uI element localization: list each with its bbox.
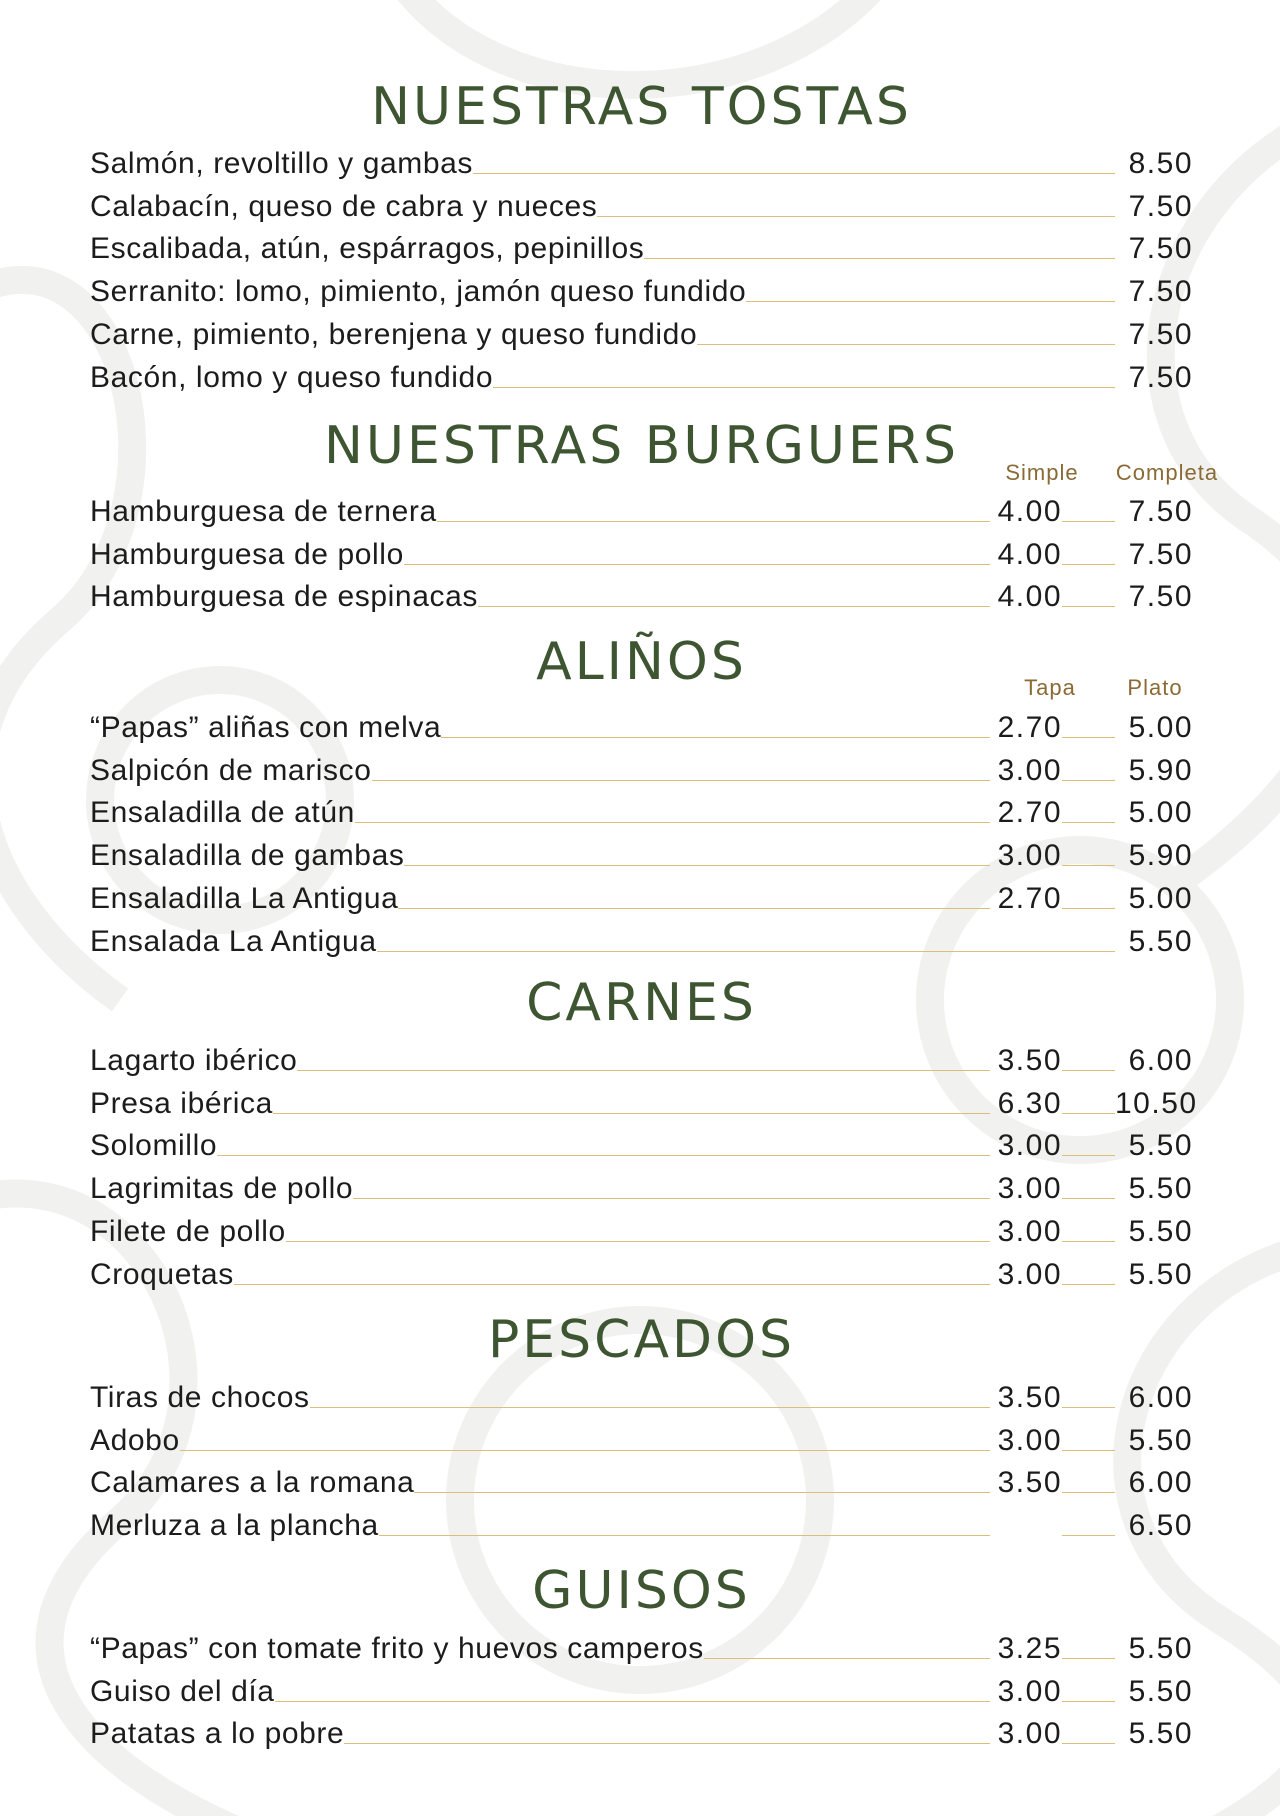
menu-item (90, 1206, 1193, 1249)
item-name: Lagrimitas de pollo (90, 1172, 354, 1206)
item-list (90, 1035, 1198, 1292)
item-name: Adobo (90, 1423, 180, 1457)
item-name: “Papas” aliñas con melva (90, 710, 442, 744)
item-price-large: 6.50 (1128, 1509, 1193, 1543)
item-price-small: 3.00 (997, 1214, 1062, 1248)
item-list (90, 138, 1193, 395)
item-price-small: 3.00 (997, 1172, 1062, 1206)
menu-item (90, 1249, 1193, 1292)
item-price-large: 5.50 (1128, 1257, 1193, 1291)
item-name: Croquetas (90, 1257, 234, 1291)
menu-item (90, 1035, 1193, 1078)
item-price-small: 3.00 (997, 1423, 1062, 1457)
leader-line (414, 1492, 990, 1493)
leader-line (217, 1155, 990, 1156)
leader-line (1062, 1241, 1115, 1242)
leader-line (1062, 1658, 1115, 1659)
leader-line (441, 737, 990, 738)
leader-line (644, 258, 1115, 259)
item-list (90, 702, 1193, 959)
leader-line (493, 387, 1115, 388)
item-list (90, 486, 1193, 614)
menu-item (90, 309, 1193, 352)
item-name: Serranito: lomo, pimiento, jamón queso fundido (90, 275, 747, 309)
leader-line (404, 865, 990, 866)
leader-line (180, 1450, 990, 1451)
menu-item (90, 1163, 1193, 1206)
menu-item (90, 1458, 1193, 1501)
menu-item (90, 138, 1193, 181)
item-name: Salpicón de marisco (90, 753, 372, 787)
leader-line (234, 1284, 990, 1285)
leader-line (1062, 822, 1115, 823)
leader-line (355, 822, 990, 823)
item-price: 7.50 (1128, 275, 1193, 309)
menu-item (90, 266, 1193, 309)
section-title: NUESTRAS BURGUERS (324, 416, 959, 476)
item-name: Hamburguesa de espinacas (90, 580, 478, 614)
item-price-small: 4.00 (997, 580, 1062, 614)
menu-item (90, 224, 1193, 267)
menu-item (90, 830, 1193, 873)
item-price-large: 5.50 (1128, 1214, 1193, 1248)
item-price-large: 7.50 (1128, 537, 1193, 571)
item-price-small: 6.30 (997, 1086, 1062, 1120)
leader-line (697, 344, 1115, 345)
leader-line (377, 951, 1115, 952)
leader-line (1062, 1492, 1115, 1493)
leader-line (1062, 1155, 1115, 1156)
section-title: NUESTRAS TOSTAS (371, 77, 912, 137)
item-price-large: 5.50 (1128, 1423, 1193, 1457)
leader-line (1062, 1198, 1115, 1199)
item-price-large: 5.00 (1128, 881, 1193, 915)
leader-line (1062, 1284, 1115, 1285)
leader-line (1062, 1113, 1115, 1114)
menu-item (90, 916, 1193, 959)
item-name: Carne, pimiento, berenjena y queso fundido (90, 317, 698, 351)
item-list (90, 1372, 1193, 1543)
item-price-large: 5.50 (1128, 1631, 1193, 1665)
leader-line (372, 780, 990, 781)
leader-line (1062, 564, 1115, 565)
item-price-small: 3.50 (997, 1043, 1062, 1077)
item-price-large: 5.00 (1128, 796, 1193, 830)
leader-line (1062, 737, 1115, 738)
item-price-small: 4.00 (997, 494, 1062, 528)
item-price: 7.50 (1128, 360, 1193, 394)
column-label: Tapa (1024, 675, 1076, 700)
item-price-small: 3.50 (997, 1466, 1062, 1500)
item-price-small: 3.00 (997, 1129, 1062, 1163)
column-label: Simple (1005, 460, 1079, 485)
leader-line (597, 216, 1115, 217)
leader-line (275, 1701, 990, 1702)
item-price-small: 2.70 (997, 710, 1062, 744)
leader-line (1062, 1407, 1115, 1408)
item-name: Bacón, lomo y queso fundido (90, 360, 494, 394)
item-name: Hamburguesa de ternera (90, 494, 437, 528)
item-price-small: 2.70 (997, 881, 1062, 915)
leader-line (310, 1407, 990, 1408)
leader-line (746, 301, 1115, 302)
menu-item (90, 1623, 1193, 1666)
item-price-small: 3.00 (997, 1674, 1062, 1708)
item-price-large: 5.90 (1128, 839, 1193, 873)
item-price-large: 5.50 (1128, 1674, 1193, 1708)
leader-line (1062, 865, 1115, 866)
section-title: GUISOS (532, 1561, 751, 1621)
leader-line (1062, 908, 1115, 909)
item-name: Hamburguesa de pollo (90, 537, 404, 571)
item-price-large: 6.00 (1128, 1380, 1193, 1414)
leader-line (473, 173, 1115, 174)
leader-line (353, 1198, 990, 1199)
section-title: ALIÑOS (536, 632, 747, 692)
item-price-small: 2.70 (997, 796, 1062, 830)
column-headers (987, 460, 1219, 486)
item-price: 5.50 (1128, 924, 1193, 958)
leader-line (1062, 1701, 1115, 1702)
item-price-small: 3.00 (997, 753, 1062, 787)
menu-item (90, 745, 1193, 788)
section-title: PESCADOS (487, 1310, 796, 1370)
leader-line (704, 1658, 990, 1659)
item-name: Ensalada La Antigua (90, 924, 377, 958)
item-price-small: 3.25 (997, 1631, 1062, 1665)
column-label: Plato (1127, 675, 1183, 700)
leader-line (1062, 606, 1115, 607)
menu-item (90, 1121, 1193, 1164)
item-name: Calabacín, queso de cabra y nueces (90, 189, 598, 223)
item-price-large: 7.50 (1128, 494, 1193, 528)
menu-item (90, 486, 1193, 529)
item-name: Guiso del día (90, 1674, 275, 1708)
menu-item (90, 702, 1193, 745)
leader-line (398, 908, 990, 909)
item-price-small: 3.00 (997, 839, 1062, 873)
item-price-small: 3.50 (997, 1380, 1062, 1414)
menu-item (90, 1666, 1193, 1709)
item-name: Escalibada, atún, espárragos, pepinillos (90, 232, 645, 266)
leader-line (478, 606, 990, 607)
leader-line (286, 1241, 990, 1242)
item-price-large: 5.90 (1128, 753, 1193, 787)
leader-line (273, 1113, 990, 1114)
item-name: Ensaladilla de gambas (90, 839, 405, 873)
leader-line (1062, 780, 1115, 781)
column-label: Completa (1115, 460, 1219, 485)
leader-line (1062, 1535, 1115, 1536)
item-name: Tiras de chocos (90, 1380, 310, 1414)
item-name: Ensaladilla de atún (90, 796, 355, 830)
menu-item (90, 1415, 1193, 1458)
item-name: Calamares a la romana (90, 1466, 415, 1500)
leader-line (1062, 1450, 1115, 1451)
menu-item (90, 1500, 1193, 1543)
item-price-large: 5.50 (1128, 1717, 1193, 1751)
item-name: Patatas a lo pobre (90, 1717, 345, 1751)
menu-item (90, 1709, 1193, 1752)
menu-item (90, 873, 1193, 916)
item-price-large: 10.50 (1115, 1086, 1198, 1120)
item-price: 7.50 (1128, 189, 1193, 223)
item-name: Merluza a la plancha (90, 1509, 379, 1543)
item-name: Lagarto ibérico (90, 1043, 298, 1077)
item-name: Filete de pollo (90, 1214, 286, 1248)
item-price-large: 5.00 (1128, 710, 1193, 744)
item-price-large: 7.50 (1128, 580, 1193, 614)
menu-item (90, 1372, 1193, 1415)
item-name: Ensaladilla La Antigua (90, 881, 399, 915)
menu-item (90, 572, 1193, 615)
item-price-small: 3.00 (997, 1717, 1062, 1751)
leader-line (344, 1743, 990, 1744)
item-price-large: 5.50 (1128, 1129, 1193, 1163)
menu-item (90, 788, 1193, 831)
item-price-large: 6.00 (1128, 1043, 1193, 1077)
item-price: 8.50 (1128, 146, 1193, 180)
item-price-large: 5.50 (1128, 1172, 1193, 1206)
item-price: 7.50 (1128, 232, 1193, 266)
leader-line (404, 564, 990, 565)
column-headers (1005, 675, 1193, 701)
menu-item (90, 529, 1193, 572)
leader-line (379, 1535, 990, 1536)
item-price-large: 6.00 (1128, 1466, 1193, 1500)
leader-line (437, 521, 990, 522)
item-name: “Papas” con tomate frito y huevos camperos (90, 1631, 704, 1665)
menu-item (90, 181, 1193, 224)
item-price-small: 3.00 (997, 1257, 1062, 1291)
item-name: Salmón, revoltillo y gambas (90, 146, 474, 180)
menu-item (90, 1078, 1198, 1121)
item-list (90, 1623, 1193, 1751)
leader-line (1062, 1743, 1115, 1744)
item-price: 7.50 (1128, 317, 1193, 351)
item-name: Presa ibérica (90, 1086, 273, 1120)
menu-item (90, 352, 1193, 395)
leader-line (1062, 521, 1115, 522)
item-name: Solomillo (90, 1129, 218, 1163)
leader-line (297, 1070, 990, 1071)
section-title: CARNES (526, 973, 757, 1033)
leader-line (1062, 1070, 1115, 1071)
item-price-small: 4.00 (997, 537, 1062, 571)
